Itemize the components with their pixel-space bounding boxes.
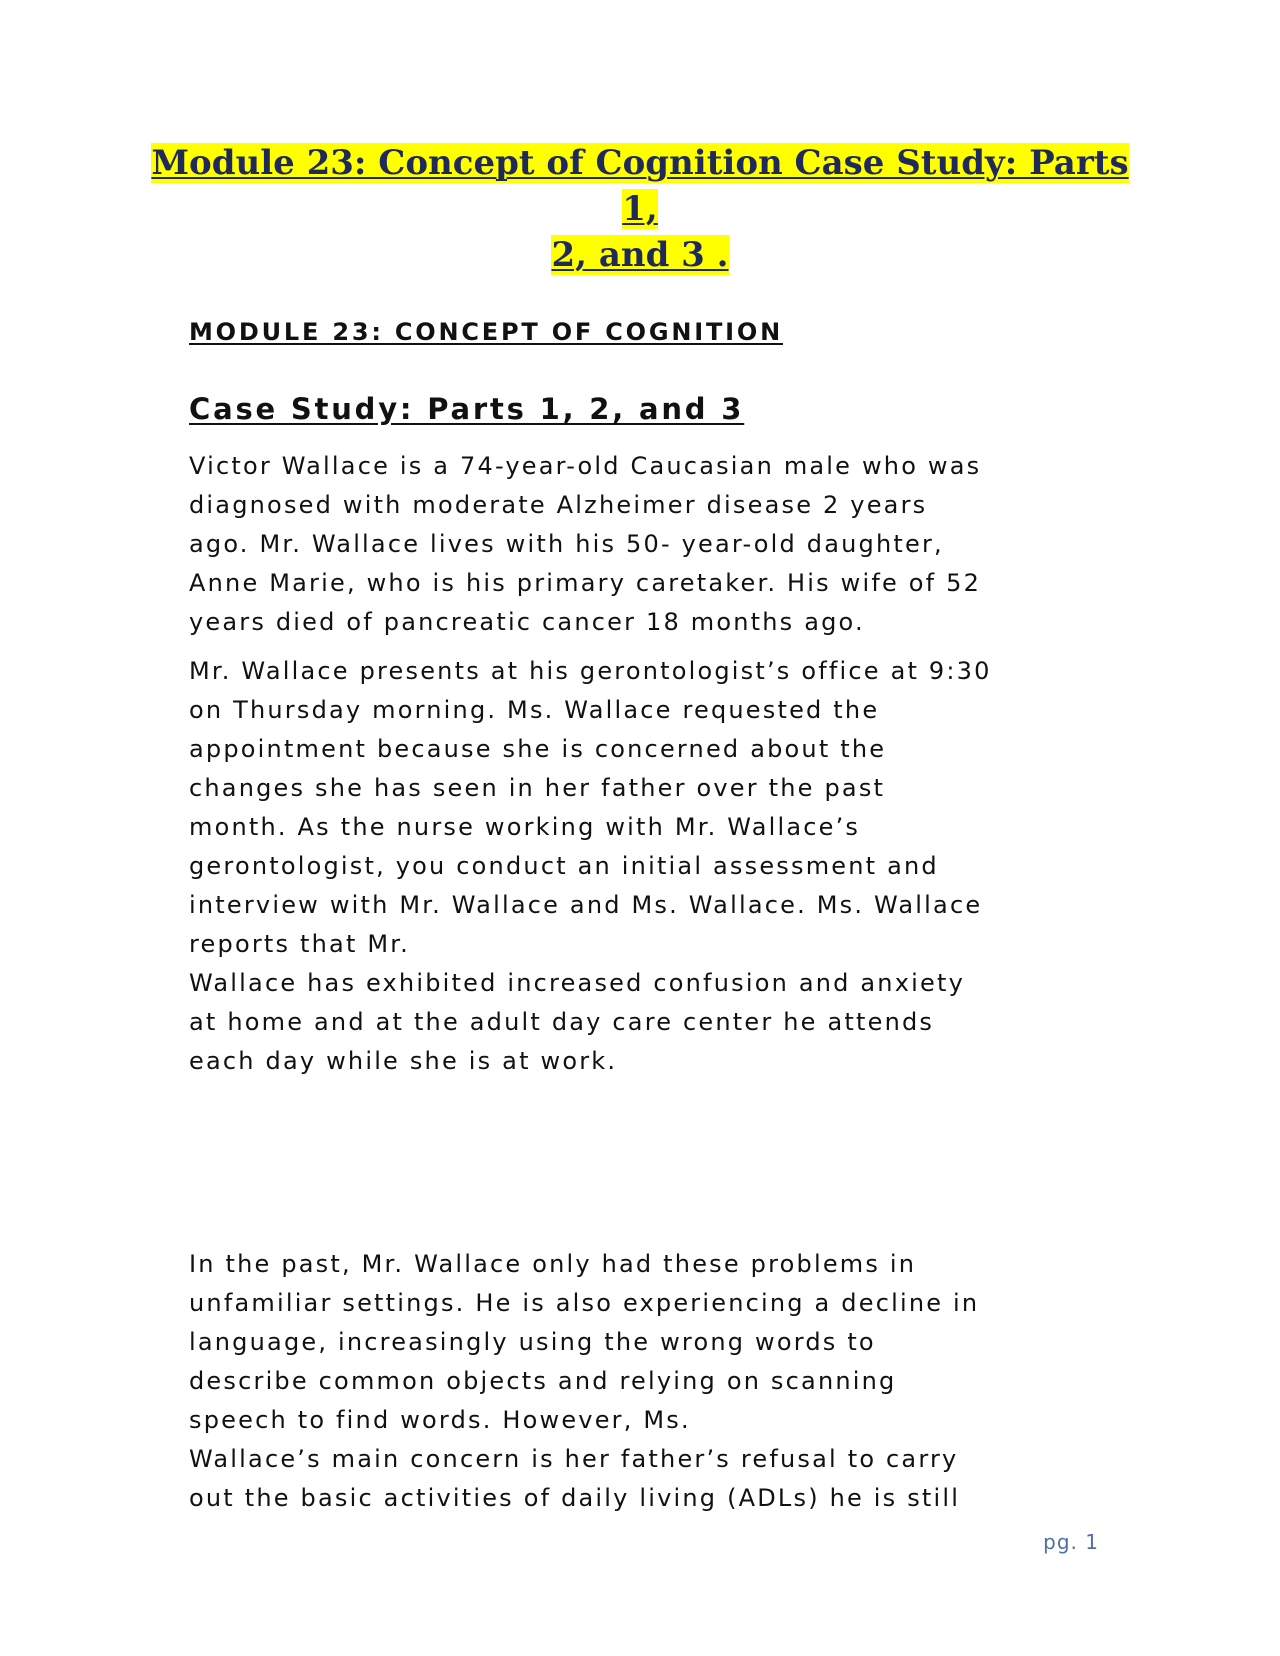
text-line: month. As the nurse working with Mr. Wallace’s bbox=[189, 813, 861, 841]
text-line: Wallace’s main concern is her father’s refusal to carry bbox=[189, 1445, 959, 1473]
title-line-1: Module 23: Concept of Cognition Case Study: Parts 1, bbox=[151, 143, 1129, 229]
text-line: Mr. Wallace presents at his gerontologist’s office at 9:30 bbox=[189, 657, 992, 685]
paragraph-history bbox=[189, 1245, 979, 1518]
text-line: unfamiliar settings. He is also experiencing a decline in bbox=[189, 1289, 980, 1317]
text-line: Victor Wallace is a 74-year-old Caucasian male who was bbox=[189, 452, 982, 480]
page-number: pg. 1 bbox=[1043, 1530, 1099, 1554]
module-heading: MODULE 23: CONCEPT OF COGNITION bbox=[189, 318, 783, 346]
text-line: each day while she is at work. bbox=[189, 1047, 618, 1075]
text-line: Anne Marie, who is his primary caretaker. His wife of 52 bbox=[189, 569, 982, 597]
text-line: interview with Mr. Wallace and Ms. Wallace. Ms. Wallace bbox=[189, 891, 983, 919]
text-line: changes she has seen in her father over the past bbox=[189, 774, 886, 802]
text-line: describe common objects and relying on scanning bbox=[189, 1367, 897, 1395]
text-line: gerontologist, you conduct an initial assessment and bbox=[189, 852, 939, 880]
case-study-heading: Case Study: Parts 1, 2, and 3 bbox=[189, 392, 745, 426]
text-line: at home and at the adult day care center he attends bbox=[189, 1008, 935, 1036]
document-title bbox=[150, 140, 1130, 278]
text-line: speech to find words. However, Ms. bbox=[189, 1406, 691, 1434]
text-line: appointment because she is concerned about the bbox=[189, 735, 887, 763]
title-line-2: 2, and 3 . bbox=[551, 235, 729, 275]
text-line: reports that Mr. bbox=[189, 930, 411, 958]
text-line: years died of pancreatic cancer 18 months ago. bbox=[189, 608, 865, 636]
text-line: diagnosed with moderate Alzheimer disease 2 years bbox=[189, 491, 928, 519]
text-line: ago. Mr. Wallace lives with his 50- year-old daughter, bbox=[189, 530, 944, 558]
text-line: on Thursday morning. Ms. Wallace requested the bbox=[189, 696, 880, 724]
text-line: Wallace has exhibited increased confusion and anxiety bbox=[189, 969, 965, 997]
paragraph-presentation bbox=[189, 652, 992, 1081]
text-line: In the past, Mr. Wallace only had these problems in bbox=[189, 1250, 917, 1278]
paragraph-intro bbox=[189, 447, 981, 642]
text-line: out the basic activities of daily living (ADLs) he is still bbox=[189, 1484, 961, 1512]
text-line: language, increasingly using the wrong words to bbox=[189, 1328, 876, 1356]
